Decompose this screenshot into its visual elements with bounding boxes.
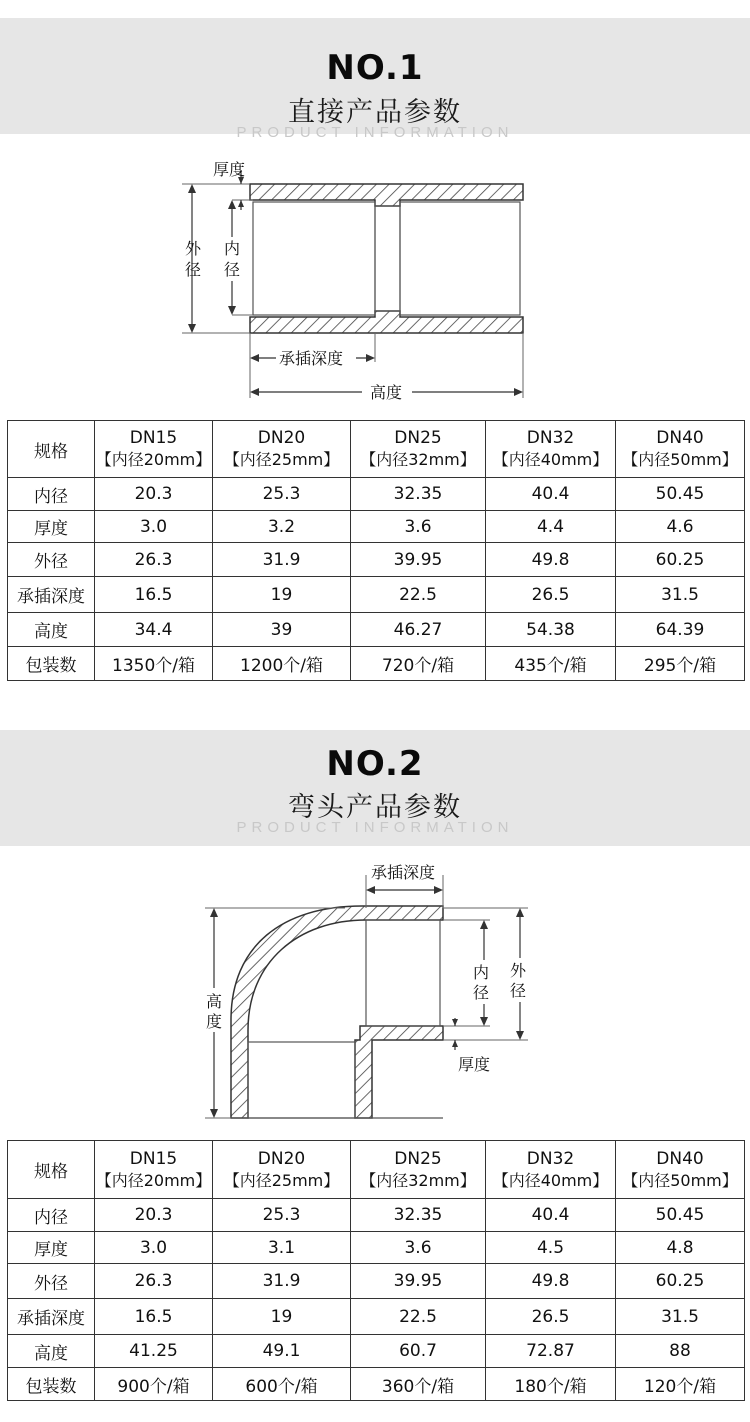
table-cell: 88 — [616, 1335, 745, 1368]
row-label: 厚度 — [8, 511, 95, 543]
column-header: DN40 【内径50mm】 — [616, 1141, 745, 1199]
table-cell: 4.5 — [486, 1232, 616, 1264]
table-row — [8, 543, 745, 577]
row-label: 内径 — [8, 1199, 95, 1232]
row-label: 高度 — [8, 1335, 95, 1368]
table-cell: 31.5 — [616, 577, 745, 613]
column-header: DN15 【内径20mm】 — [95, 421, 213, 478]
table-row — [8, 1335, 745, 1368]
section-2-header — [0, 730, 750, 846]
table-cell: 26.3 — [95, 1264, 213, 1299]
table-cell: 16.5 — [95, 1299, 213, 1335]
coupling-wall-top — [250, 184, 523, 206]
table-cell: 3.6 — [351, 511, 486, 543]
section-2-title: 弯头产品参数 — [288, 792, 462, 823]
table-cell: 60.25 — [616, 543, 745, 577]
label-outer-1: 外 — [185, 239, 202, 258]
row-label: 外径 — [8, 543, 95, 577]
section-2-subtitle: PRODUCT INFORMATION — [236, 819, 514, 836]
label-thickness: 厚度 — [458, 1055, 491, 1074]
table-corner-cell: 规格 — [8, 1141, 95, 1199]
label-height-2: 度 — [206, 1012, 223, 1031]
table-cell: 25.3 — [213, 1199, 351, 1232]
table-cell: 64.39 — [616, 613, 745, 647]
table-cell: 3.2 — [213, 511, 351, 543]
table-cell: 50.45 — [616, 1199, 745, 1232]
table-cell: 4.8 — [616, 1232, 745, 1264]
table-cell: 32.35 — [351, 478, 486, 511]
label-height-1: 高 — [206, 992, 223, 1011]
table-cell: 16.5 — [95, 577, 213, 613]
label-inner-2: 径 — [224, 260, 241, 279]
table-row — [8, 478, 745, 511]
section-1-title: 直接产品参数 — [288, 97, 462, 128]
table-cell: 19 — [213, 1299, 351, 1335]
table-cell: 31.9 — [213, 1264, 351, 1299]
table-cell: 39 — [213, 613, 351, 647]
elbow-wall — [231, 906, 443, 1118]
table-cell: 3.6 — [351, 1232, 486, 1264]
label-inner-1: 内 — [473, 963, 490, 982]
column-header: DN40 【内径50mm】 — [616, 421, 745, 478]
column-header: DN32 【内径40mm】 — [486, 1141, 616, 1199]
table-cell: 120个/箱 — [616, 1368, 745, 1401]
table-cell: 25.3 — [213, 478, 351, 511]
table-cell: 1350个/箱 — [95, 647, 213, 681]
table-cell: 3.1 — [213, 1232, 351, 1264]
table-cell: 60.7 — [351, 1335, 486, 1368]
table-cell: 180个/箱 — [486, 1368, 616, 1401]
table-cell: 435个/箱 — [486, 647, 616, 681]
row-label: 厚度 — [8, 1232, 95, 1264]
column-header: DN15 【内径20mm】 — [95, 1141, 213, 1199]
row-label: 包装数 — [8, 647, 95, 681]
table-cell: 49.8 — [486, 543, 616, 577]
table-cell: 49.8 — [486, 1264, 616, 1299]
table-cell: 41.25 — [95, 1335, 213, 1368]
table-cell: 54.38 — [486, 613, 616, 647]
row-label: 包装数 — [8, 1368, 95, 1401]
column-header: DN32 【内径40mm】 — [486, 421, 616, 478]
row-label: 高度 — [8, 613, 95, 647]
table-cell: 39.95 — [351, 543, 486, 577]
table-row — [8, 1264, 745, 1299]
table-row — [8, 577, 745, 613]
table-cell: 40.4 — [486, 478, 616, 511]
table-cell: 600个/箱 — [213, 1368, 351, 1401]
table-row — [8, 1199, 745, 1232]
label-socket-depth: 承插深度 — [279, 349, 344, 368]
table-cell: 900个/箱 — [95, 1368, 213, 1401]
column-header: DN25 【内径32mm】 — [351, 421, 486, 478]
table-cell: 50.45 — [616, 478, 745, 511]
table-cell: 1200个/箱 — [213, 647, 351, 681]
table-cell: 46.27 — [351, 613, 486, 647]
label-outer-1: 外 — [510, 961, 527, 980]
coupling-wall-bottom — [250, 311, 523, 333]
table-cell: 3.0 — [95, 1232, 213, 1264]
column-header: DN25 【内径32mm】 — [351, 1141, 486, 1199]
label-height: 高度 — [370, 383, 403, 402]
table-cell: 31.9 — [213, 543, 351, 577]
table-row — [8, 511, 745, 543]
table-cell: 26.5 — [486, 1299, 616, 1335]
table-cell: 26.5 — [486, 577, 616, 613]
table-header-row — [8, 1141, 745, 1199]
column-header: DN20 【内径25mm】 — [213, 1141, 351, 1199]
table-row — [8, 613, 745, 647]
table-cell: 32.35 — [351, 1199, 486, 1232]
table-cell: 3.0 — [95, 511, 213, 543]
table-cell: 34.4 — [95, 613, 213, 647]
label-outer-2: 径 — [510, 981, 527, 1000]
section-2-number: NO.2 — [326, 744, 424, 784]
label-thickness: 厚度 — [213, 160, 246, 179]
section-1-subtitle: PRODUCT INFORMATION — [236, 124, 514, 141]
row-label: 外径 — [8, 1264, 95, 1299]
table-cell: 20.3 — [95, 1199, 213, 1232]
row-label: 承插深度 — [8, 1299, 95, 1335]
section-1-number: NO.1 — [326, 48, 424, 88]
elbow-diagram — [0, 850, 750, 1130]
column-header: DN20 【内径25mm】 — [213, 421, 351, 478]
table-cell: 4.6 — [616, 511, 745, 543]
table-row — [8, 647, 745, 681]
coupling-diagram — [0, 140, 750, 410]
table-cell: 360个/箱 — [351, 1368, 486, 1401]
table-cell: 720个/箱 — [351, 647, 486, 681]
table-cell: 20.3 — [95, 478, 213, 511]
label-inner-1: 内 — [224, 239, 241, 258]
elbow-spec-table — [7, 1140, 745, 1401]
table-cell: 295个/箱 — [616, 647, 745, 681]
table-cell: 72.87 — [486, 1335, 616, 1368]
table-cell: 39.95 — [351, 1264, 486, 1299]
label-inner-2: 径 — [473, 983, 490, 1002]
table-row — [8, 1299, 745, 1335]
coupling-spec-table — [7, 420, 745, 681]
table-cell: 22.5 — [351, 577, 486, 613]
table-header-row — [8, 421, 745, 478]
table-row — [8, 1368, 745, 1401]
section-1-header — [0, 18, 750, 141]
table-cell: 4.4 — [486, 511, 616, 543]
table-cell: 49.1 — [213, 1335, 351, 1368]
table-cell: 31.5 — [616, 1299, 745, 1335]
table-row — [8, 1232, 745, 1264]
table-cell: 26.3 — [95, 543, 213, 577]
table-cell: 60.25 — [616, 1264, 745, 1299]
table-corner-cell: 规格 — [8, 421, 95, 478]
table-cell: 19 — [213, 577, 351, 613]
label-socket-depth: 承插深度 — [371, 863, 436, 882]
table-cell: 22.5 — [351, 1299, 486, 1335]
label-outer-2: 径 — [185, 260, 202, 279]
table-cell: 40.4 — [486, 1199, 616, 1232]
row-label: 内径 — [8, 478, 95, 511]
row-label: 承插深度 — [8, 577, 95, 613]
